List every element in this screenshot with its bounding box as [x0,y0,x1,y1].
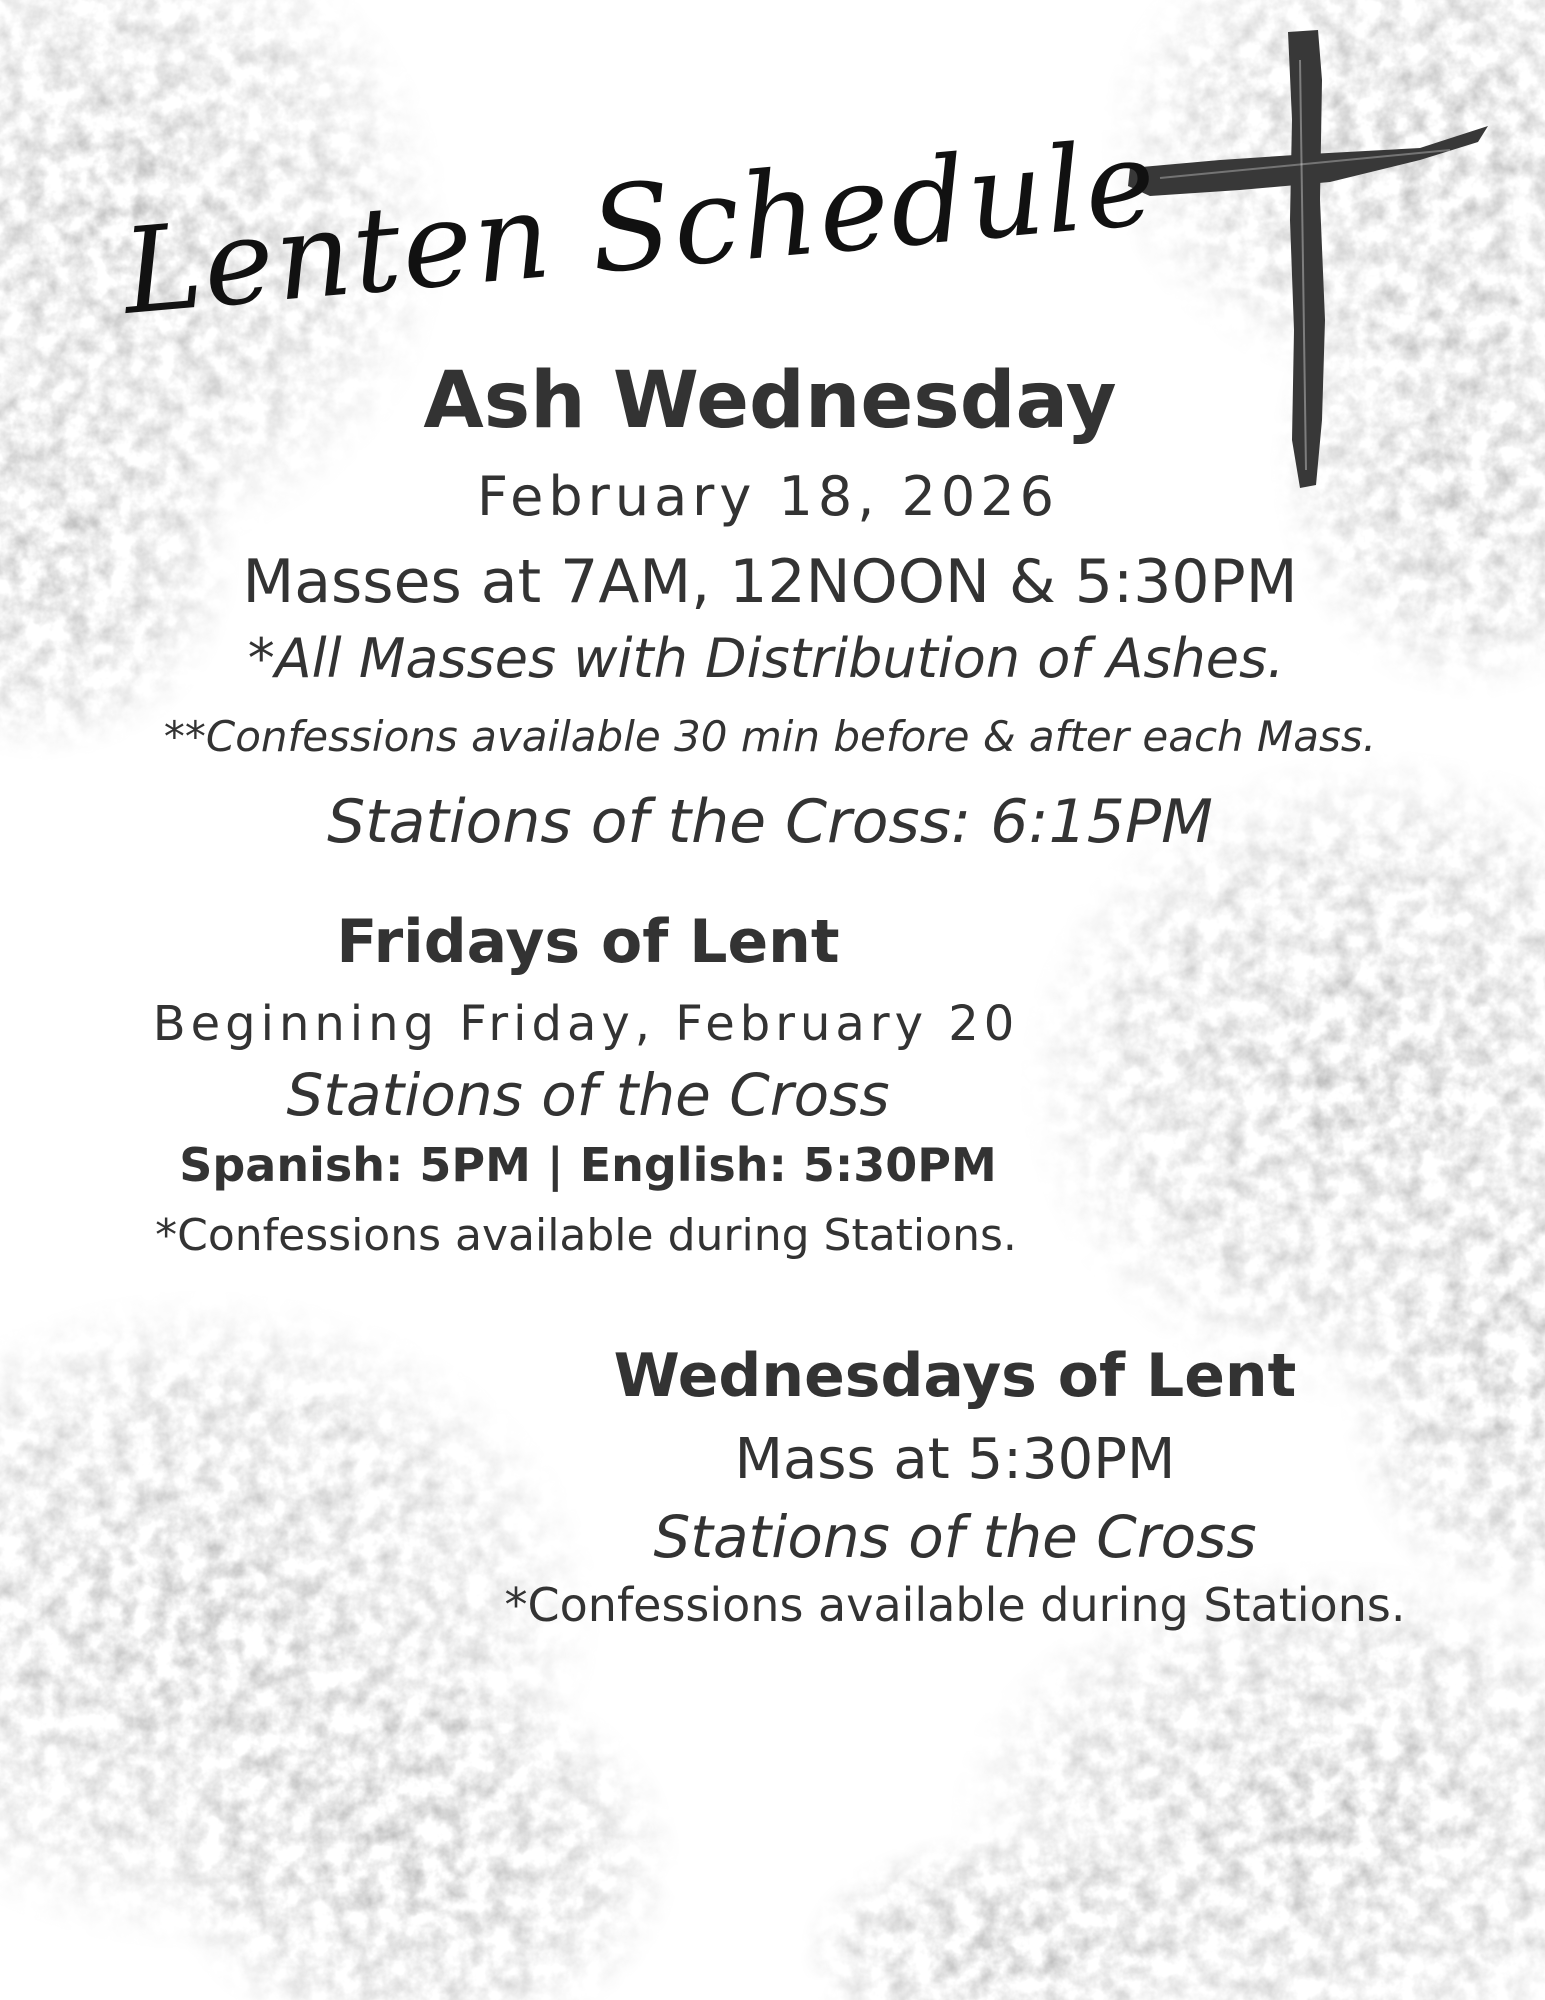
fridays-beginning: Beginning Friday, February 20 [152,996,1020,1052]
wednesdays-confessions-note: *Confessions available during Stations. [504,1578,1406,1632]
ash-wednesday-heading: Ash Wednesday [423,356,1117,446]
fridays-stations: Stations of the Cross [286,1061,890,1129]
ash-wednesday-masses: Masses at 7AM, 12NOON & 5:30PM [242,547,1298,617]
ash-wednesday-date: February 18, 2026 [477,465,1059,528]
wednesdays-mass: Mass at 5:30PM [734,1427,1176,1492]
wednesdays-stations: Stations of the Cross [653,1503,1257,1571]
ash-wednesday-ashes-note: *All Masses with Distribution of Ashes. [247,627,1285,690]
ash-wednesday-confessions-note: **Confessions available 30 min before & after each Mass. [163,712,1377,761]
fridays-confessions-note: *Confessions available during Stations. [155,1210,1017,1261]
flyer-title: Lenten Schedule [117,113,1163,341]
fridays-heading: Fridays of Lent [336,907,840,977]
fridays-times: Spanish: 5PM | English: 5:30PM [179,1138,997,1192]
ash-wednesday-stations: Stations of the Cross: 6:15PM [327,787,1213,857]
wednesdays-heading: Wednesdays of Lent [613,1341,1297,1411]
